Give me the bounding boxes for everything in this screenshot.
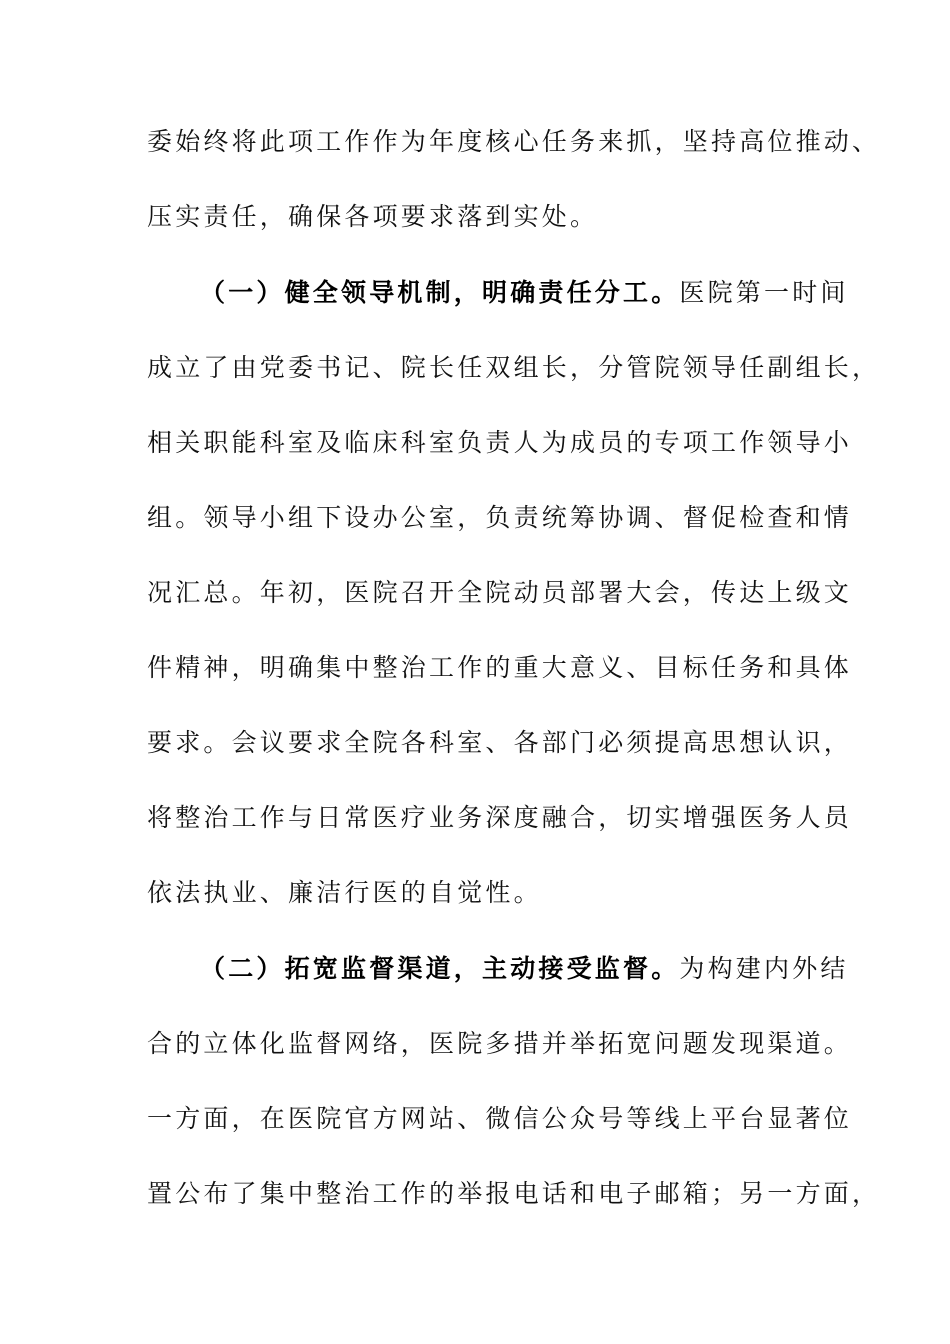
paragraph-line: 将整治工作与日常医疗业务深度融合，切实增强医务人员 [147, 803, 853, 832]
paragraph-line: 置公布了集中整治工作的举报电话和电子邮箱；另一方面， [147, 1179, 881, 1208]
section-1-heading: （一）健全领导机制，明确责任分工。 [200, 278, 680, 307]
paragraph-line: 要求。会议要求全院各科室、各部门必须提高思想认识， [147, 728, 853, 757]
section-1-text: 医院第一时间 [679, 278, 849, 307]
paragraph-line: 件精神，明确集中整治工作的重大意义、目标任务和具体 [147, 653, 853, 682]
section-1-first-line [200, 275, 849, 311]
paragraph-line: 组。领导小组下设办公室，负责统筹协调、督促检查和情 [147, 503, 853, 532]
paragraph-line: 依法执业、廉洁行医的自觉性。 [147, 878, 542, 907]
section-2-text: 为构建内外结 [679, 954, 849, 983]
paragraph-line: 合的立体化监督网络，医院多措并举拓宽问题发现渠道。 [147, 1029, 853, 1058]
paragraph-line: 压实责任，确保各项要求落到实处。 [147, 202, 599, 231]
paragraph-line: 况汇总。年初，医院召开全院动员部署大会，传达上级文 [147, 578, 853, 607]
paragraph-line: 相关职能科室及临床科室负责人为成员的专项工作领导小 [147, 428, 853, 457]
paragraph-line: 一方面，在医院官方网站、微信公众号等线上平台显著位 [147, 1104, 853, 1133]
paragraph-line: 委始终将此项工作作为年度核心任务来抓，坚持高位推动、 [147, 127, 881, 156]
section-2-heading: （二）拓宽监督渠道，主动接受监督。 [200, 954, 680, 983]
paragraph-line: 成立了由党委书记、院长任双组长，分管院领导任副组长， [147, 353, 881, 382]
section-2-first-line [200, 951, 849, 987]
